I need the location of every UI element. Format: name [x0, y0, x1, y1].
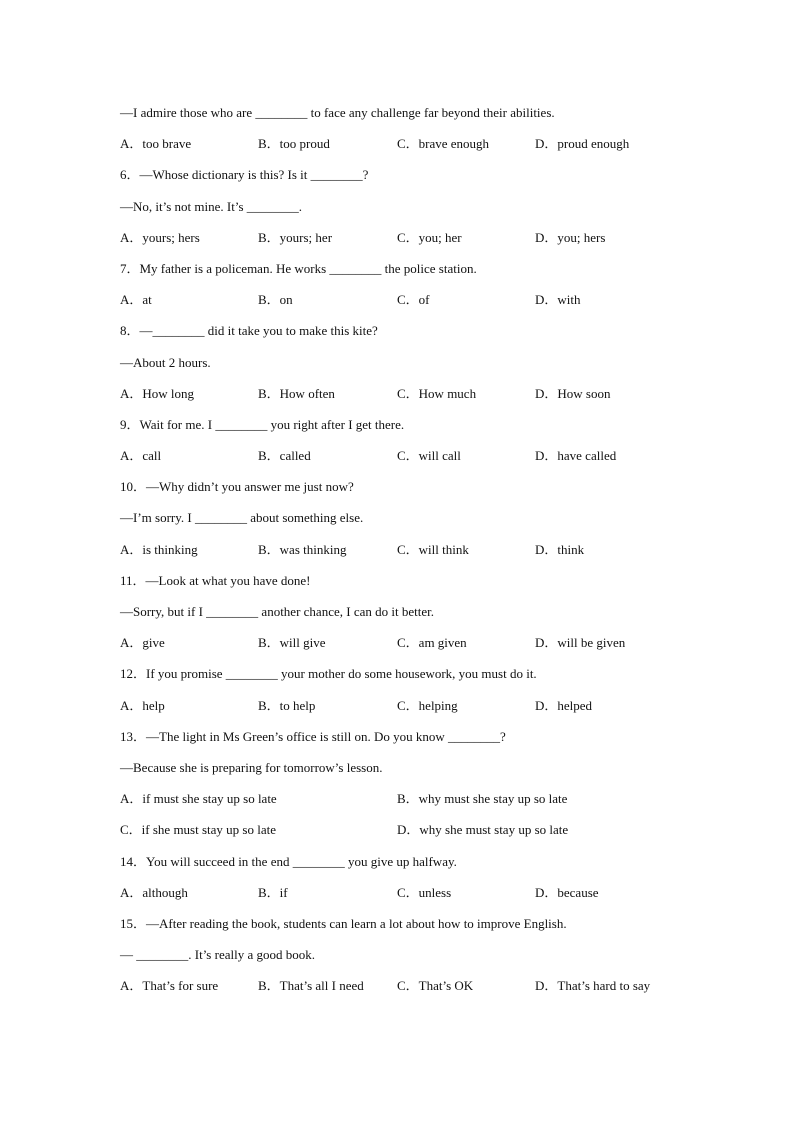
option-c: C．will think: [397, 541, 469, 557]
option-b: B．called: [258, 448, 311, 464]
question-14: [120, 853, 680, 915]
option-d: D．proud enough: [535, 136, 630, 152]
question-text: 8．—________ did it take you to make this kite?: [120, 323, 378, 339]
question-text: —Because she is preparing for tomorrow’s lesson.: [120, 759, 383, 775]
option-b: B．That’s all I need: [258, 978, 364, 994]
options-row: [120, 884, 680, 915]
option-a: A．although: [120, 884, 188, 900]
options-row: [120, 977, 680, 1008]
question-8: [120, 322, 680, 416]
question-6: [120, 166, 680, 260]
option-b: B．was thinking: [258, 541, 347, 557]
option-b: B．will give: [258, 635, 326, 651]
option-d: D．think: [535, 541, 585, 557]
option-a: A．is thinking: [120, 541, 198, 557]
option-b: B．on: [258, 292, 293, 308]
option-c: C．How much: [397, 385, 477, 401]
option-b: B．to help: [258, 697, 316, 713]
option-d: D．That’s hard to say: [535, 978, 651, 994]
options-row: [120, 821, 680, 852]
option-a: A．yours; hers: [120, 229, 200, 245]
option-a: A．too brave: [120, 136, 192, 152]
exercise-page: [120, 104, 680, 1008]
option-a: A．call: [120, 448, 162, 464]
question-9: [120, 416, 680, 478]
options-row: [120, 790, 680, 821]
options-row: [120, 541, 680, 572]
options-row: [120, 634, 680, 665]
question-text: —No, it’s not mine. It’s ________.: [120, 198, 302, 214]
question-13: [120, 728, 680, 853]
options-row: [120, 447, 680, 478]
question-text: 14．You will succeed in the end ________ you give up halfway.: [120, 853, 457, 869]
options-row: [120, 697, 680, 728]
question-text: —About 2 hours.: [120, 354, 211, 370]
question-text: —I admire those who are ________ to face any challenge far beyond their abilities.: [120, 105, 555, 120]
question-text: 15．—After reading the book, students can learn a lot about how to improve English.: [120, 915, 567, 931]
option-b: B．yours; her: [258, 229, 333, 245]
options-row: [120, 291, 680, 322]
option-b: B．if: [258, 884, 288, 900]
question-7: [120, 260, 680, 322]
question-text: 9．Wait for me. I ________ you right after I get there.: [120, 416, 405, 432]
question-5: [120, 104, 680, 166]
option-a: A．How long: [120, 385, 195, 401]
option-a: A．if must she stay up so late: [120, 791, 277, 807]
option-d: D．will be given: [535, 635, 626, 651]
option-a: A．That’s for sure: [120, 978, 219, 994]
question-10: [120, 478, 680, 572]
option-b: B．How often: [258, 385, 335, 401]
option-c: C．unless: [397, 884, 452, 900]
question-15: [120, 915, 680, 1009]
question-text: —Sorry, but if I ________ another chance, I can do it better.: [120, 604, 434, 619]
question-text: 13．—The light in Ms Green’s office is still on. Do you know ________?: [120, 728, 506, 744]
option-d: D．why she must stay up so late: [397, 822, 569, 838]
option-b: B．too proud: [258, 136, 330, 152]
option-d: D．helped: [535, 697, 593, 713]
option-a: A．give: [120, 635, 165, 651]
question-12: [120, 665, 680, 727]
question-text: 11．—Look at what you have done!: [120, 572, 311, 588]
option-d: D．with: [535, 292, 581, 308]
option-a: A．help: [120, 697, 165, 713]
option-c: C．you; her: [397, 229, 462, 245]
question-text: 12．If you promise ________ your mother do some housework, you must do it.: [120, 666, 537, 682]
question-text: 7．My father is a policeman. He works ________ the police station.: [120, 260, 477, 276]
option-c: C．That’s OK: [397, 978, 474, 994]
option-c: C．helping: [397, 697, 458, 713]
option-b: B．why must she stay up so late: [397, 791, 568, 807]
option-d: D．you; hers: [535, 229, 606, 245]
question-text: 6．—Whose dictionary is this? Is it ________?: [120, 167, 369, 183]
option-d: D．because: [535, 884, 599, 900]
options-row: [120, 135, 680, 166]
option-d: D．How soon: [535, 385, 611, 401]
question-text: —I’m sorry. I ________ about something else.: [120, 510, 364, 526]
option-c: C．of: [397, 292, 430, 308]
option-a: A．at: [120, 292, 152, 308]
option-c: C．if she must stay up so late: [120, 822, 276, 838]
question-11: [120, 572, 680, 666]
question-text: 10．—Why didn’t you answer me just now?: [120, 479, 354, 495]
question-text: — ________. It’s really a good book.: [120, 947, 315, 963]
options-row: [120, 229, 680, 260]
option-d: D．have called: [535, 448, 617, 464]
option-c: C．brave enough: [397, 136, 490, 152]
option-c: C．will call: [397, 448, 461, 464]
options-row: [120, 385, 680, 416]
option-c: C．am given: [397, 635, 467, 651]
